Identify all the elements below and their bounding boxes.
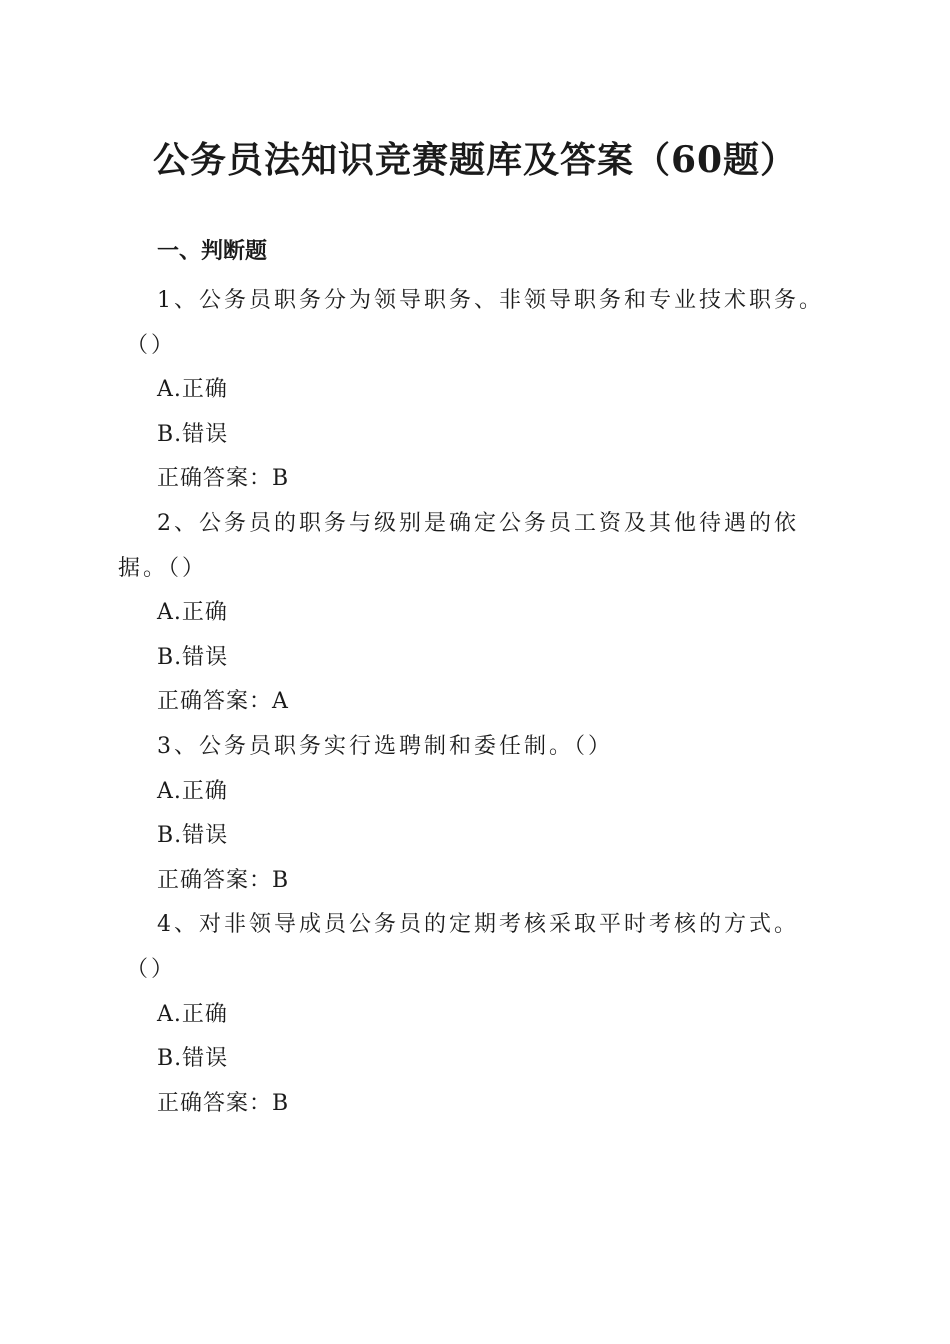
question-2-stem: 2、公务员的职务与级别是确定公务员工资及其他待遇的依 [157, 510, 799, 536]
question-1-option-a: A.正确 [157, 377, 228, 403]
question-3-stem: 3、公务员职务实行选聘制和委任制。（） [157, 733, 613, 759]
question-4-stem-continuation: （） [126, 956, 177, 982]
question-3-answer: 正确答案：B [157, 867, 290, 893]
question-1-stem-continuation: （） [126, 332, 177, 358]
question-2-stem-continuation: 据。（） [118, 555, 208, 581]
question-list [0, 279, 950, 1126]
question-2-answer: 正确答案：A [157, 689, 289, 715]
question-3-option-a: A.正确 [157, 778, 228, 804]
question-4-option-a: A.正确 [157, 1001, 228, 1027]
question-4-option-b: B.错误 [157, 1046, 229, 1072]
question-2-option-a: A.正确 [157, 600, 228, 626]
question-4-stem: 4、对非领导成员公务员的定期考核采取平时考核的方式。 [157, 912, 799, 938]
document-title: 公务员法知识竞赛题库及答案（60题） [152, 139, 798, 181]
question-1-option-b: B.错误 [157, 421, 229, 447]
question-2-option-b: B.错误 [157, 644, 229, 670]
question-1-answer: 正确答案：B [157, 466, 290, 492]
question-3-option-b: B.错误 [157, 823, 229, 849]
question-1-stem: 1、公务员职务分为领导职务、非领导职务和专业技术职务。 [157, 288, 824, 313]
section-heading: 一、判断题 [157, 239, 268, 264]
question-4-answer: 正确答案：B [157, 1090, 290, 1116]
